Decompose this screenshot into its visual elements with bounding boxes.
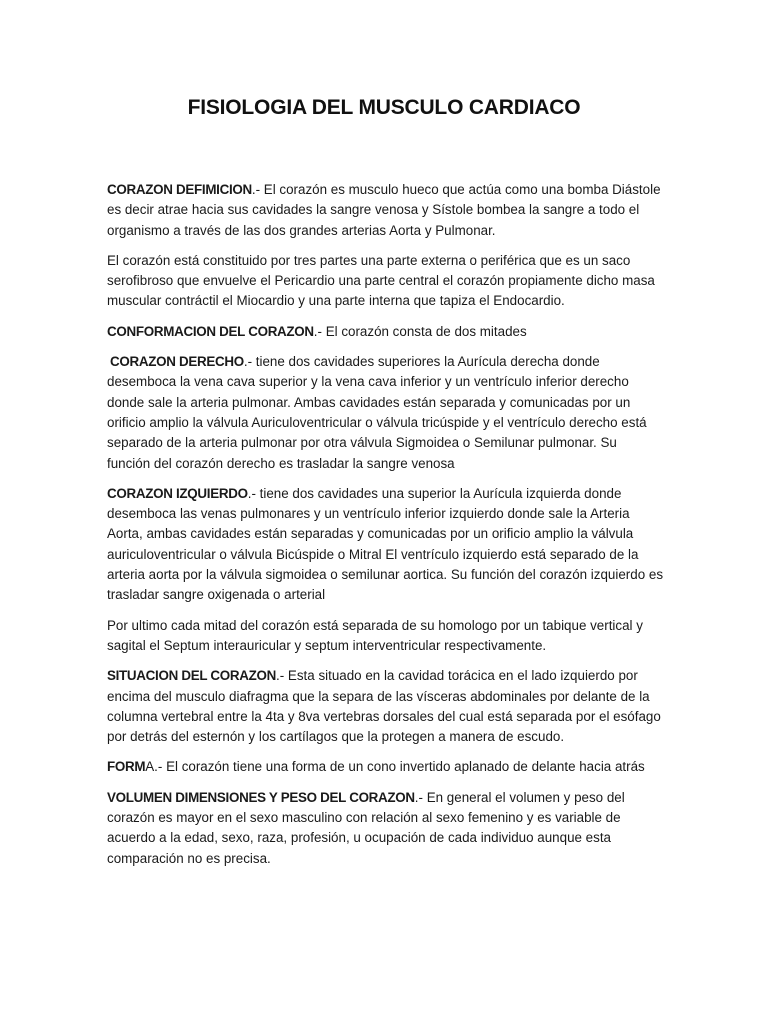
paragraph-definicion — [107, 180, 663, 241]
heading-forma: FORM — [107, 759, 146, 775]
document-body — [107, 180, 663, 879]
heading-situacion: SITUACION DEL CORAZON — [107, 668, 277, 684]
paragraph-text: El corazón está constituido por tres partes una parte externa o periférica que es un saco serofibroso que envuelve el Pericardio una parte central el corazón propiamente dicho masa muscular contráctil el Miocardio y una parte interna que tapiza el Endocardio. — [107, 252, 655, 309]
paragraph-text: .- El corazón es musculo hueco que actúa como una bomba Diástole es decir atrae hacia sus cavidades la sangre venosa y Sístole bombea la sangre a todo el organismo a través de las dos grandes arterias Aorta y Pulmonar. — [107, 182, 661, 238]
paragraph-situacion — [107, 666, 663, 747]
paragraph-constitucion — [107, 251, 663, 312]
paragraph-septum — [107, 616, 663, 657]
document-title: FISIOLOGIA DEL MUSCULO CARDIACO — [187, 96, 581, 119]
heading-definicion: CORAZON DEFIMICION — [107, 182, 252, 197]
paragraph-conformacion — [107, 322, 663, 342]
paragraph-text: A.- El corazón tiene una forma de un cono invertido aplanado de delante hacia atrás — [145, 759, 645, 775]
paragraph-forma — [107, 757, 663, 777]
paragraph-text: .- Esta situado en la cavidad torácica en el lado izquierdo por encima del musculo diafragma que la separa de las vísceras abdominales por delante de la columna vertebral entre la 4ta y 8va vertebras dorsales del cual está separada por el esófago por detrás del esternón y los cartílagos que la protegen a manera de escudo. — [107, 668, 661, 745]
paragraph-volumen — [107, 788, 663, 869]
paragraph-corazon-derecho — [107, 352, 663, 474]
paragraph-text: .- tiene dos cavidades superiores la Aurícula derecha donde desemboca la vena cava superior y la vena cava inferior y un ventrículo inferior derecho donde sale la arteria pulmonar. Ambas cavidades están separada y comunicadas por un orificio amplio la válvula Auriculoventricular o válvula tricúspide y el ventrículo derecho está separado de la arteria pulmonar por otra válvula Sigmoidea o Semilunar pulmonar. Su función del corazón derecho es trasladar la sangre venosa — [107, 354, 647, 471]
paragraph-corazon-izquierdo — [107, 484, 663, 606]
paragraph-text: .- El corazón consta de dos mitades — [313, 323, 527, 339]
paragraph-text: .- En general el volumen y peso del corazón es mayor en el sexo masculino con relación al sexo femenino y es variable de acuerdo a la edad, sexo, raza, profesión, u ocupación de cada individuo aunque esta comparación no es precisa. — [107, 789, 625, 866]
heading-corazon-izquierdo: CORAZON IZQUIERDO — [107, 485, 248, 501]
heading-corazon-derecho: CORAZON DERECHO — [110, 354, 244, 370]
heading-conformacion: CONFORMACION DEL CORAZON — [107, 323, 314, 339]
heading-volumen: VOLUMEN DIMENSIONES Y PESO DEL CORAZON — [107, 789, 415, 805]
paragraph-text: .- tiene dos cavidades una superior la Aurícula izquierda donde desemboca las venas pulmonares y un ventrículo inferior izquierdo donde sale la Arteria Aorta, ambas cavidades están separadas y comunicadas por un orificio amplio la válvula auriculoventricular o válvula Bicúspide o Mitral El ventrículo izquierdo está separado de la arteria aorta por la válvula sigmoidea o semilunar aortica. Su función del corazón izquierdo es trasladar sangre oxigenada o arterial — [107, 485, 664, 603]
paragraph-text: Por ultimo cada mitad del corazón está separada de su homologo por un tabique vertical y sagital el Septum interauricular y septum interventricular respectivamente. — [107, 617, 643, 653]
